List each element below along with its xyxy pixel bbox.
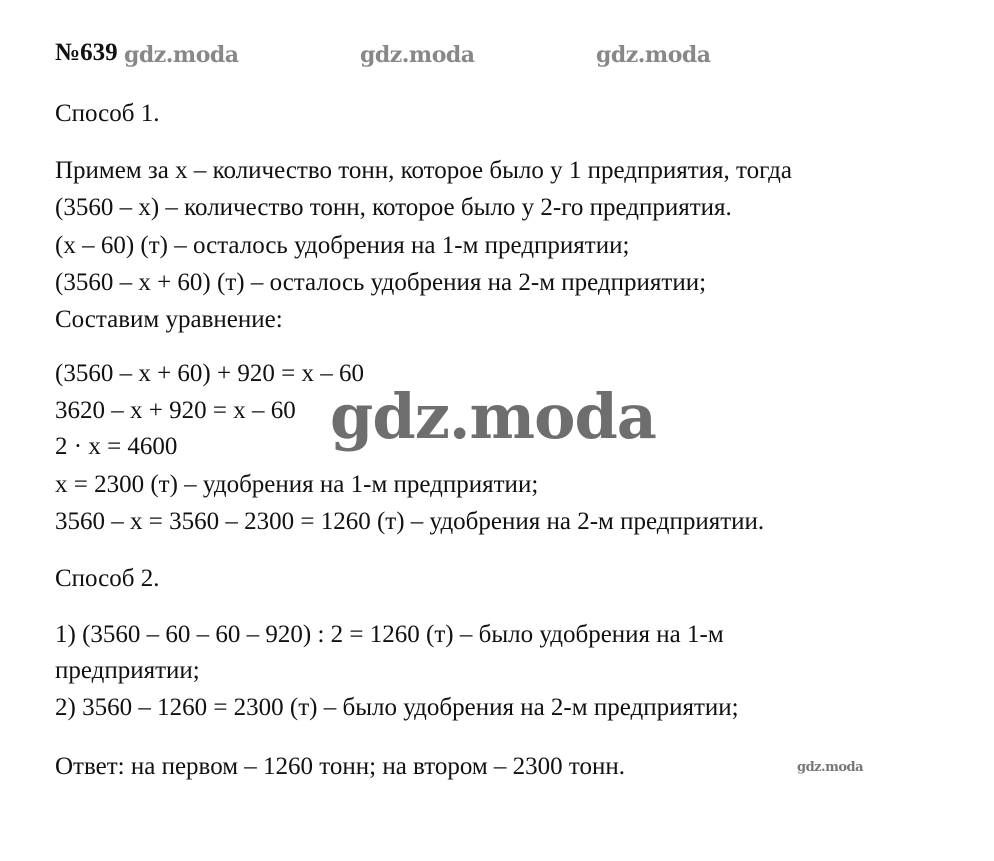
method1-line: Примем за х – количество тонн, которое было у 1 предприятия, тогда [55, 157, 792, 184]
watermark-logo: gdz.moda [360, 42, 475, 68]
method1-line: (3560 – х + 60) (т) – осталось удобрения на 2-м предприятии; [55, 269, 707, 296]
method2-title: Способ 2. [55, 565, 160, 592]
watermark-logo: gdz.moda [124, 42, 239, 68]
answer-line: Ответ: на первом – 1260 тонн; на втором – 2300 тонн. [55, 753, 626, 780]
method2-line: 2) 3560 – 1260 = 2300 (т) – было удобрения на 2-м предприятии; [55, 694, 739, 721]
method1-title: Способ 1. [55, 100, 160, 127]
equation-line: х = 2300 (т) – удобрения на 1-м предприятии; [55, 471, 539, 498]
method2-line: предприятии; [55, 657, 200, 684]
equation-line: 3560 – х = 3560 – 2300 = 1260 (т) – удобрения на 2-м предприятии. [55, 508, 765, 535]
watermark-logo-small: gdz.moda [797, 760, 864, 775]
method1-line: (3560 – х) – количество тонн, которое было у 2-го предприятия. [55, 194, 732, 221]
equation-line: 3620 – х + 920 = х – 60 [55, 397, 296, 424]
method2-line: 1) (3560 – 60 – 60 – 920) : 2 = 1260 (т) – было удобрения на 1-м [55, 621, 724, 648]
method1-line: (х – 60) (т) – осталось удобрения на 1-м предприятии; [55, 232, 630, 259]
method1-line: Составим уравнение: [55, 306, 283, 333]
watermark-logo-large: gdz.moda [330, 380, 656, 453]
equation-line: (3560 – х + 60) + 920 = х – 60 [55, 360, 364, 387]
watermark-logo: gdz.moda [596, 42, 711, 68]
equation-line: 2 · х = 4600 [55, 433, 178, 460]
problem-number: №639 [55, 39, 118, 66]
